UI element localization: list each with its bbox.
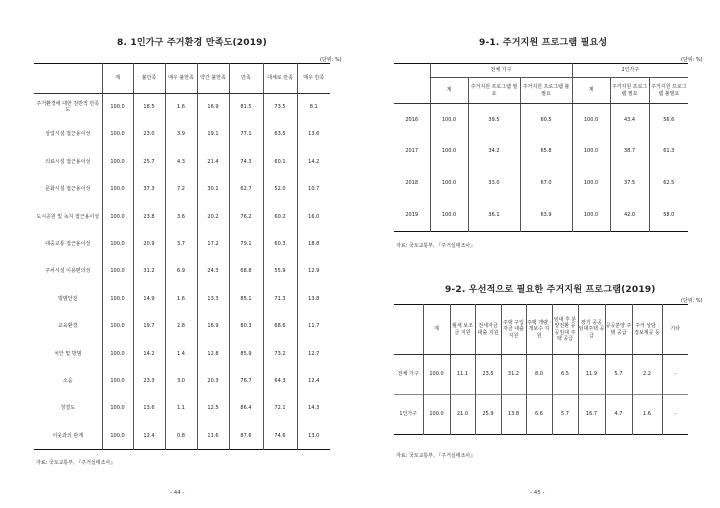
row-year: 2019 xyxy=(405,212,419,219)
table-cell: 58.0 xyxy=(649,200,688,232)
table-cell: 100.0 xyxy=(102,285,133,312)
table-row xyxy=(34,313,330,340)
table-cell: 62.5 xyxy=(649,168,688,200)
table-row xyxy=(34,285,330,312)
table-cell: 16.9 xyxy=(197,313,229,340)
table-cell: 19.1 xyxy=(197,121,229,148)
table-cell: 100.0 xyxy=(572,136,610,168)
table-cell: 100.0 xyxy=(430,200,468,232)
priority-header-renovation: 주택 개량 · 개보수 지원 xyxy=(526,305,552,355)
table-cell: 73.2 xyxy=(263,340,297,367)
header-mostly-satisfied: 대체로 만족 xyxy=(263,64,297,94)
table-cell: 14.3 xyxy=(297,395,330,422)
table-row xyxy=(394,168,688,200)
table-cell: 20.9 xyxy=(133,230,165,257)
table-cell: 37.5 xyxy=(610,168,649,200)
sub-needed-all: 주거지원 프로그램 필요 xyxy=(468,78,520,104)
priority-program-table-body xyxy=(394,355,688,435)
table-cell: 24.3 xyxy=(197,258,229,285)
priority-program-table xyxy=(394,304,688,435)
table-row xyxy=(34,203,330,230)
satisfaction-table-body xyxy=(34,94,330,450)
table-cell: 6.6 xyxy=(526,395,552,435)
row-label: 상업시설 접근용이성 xyxy=(45,131,91,138)
table-cell: 74.3 xyxy=(229,148,263,175)
table-cell: 31.2 xyxy=(501,355,526,395)
table-cell: 37.3 xyxy=(133,176,165,203)
priority-program-title: 9-2. 우선적으로 필요한 주거지원 프로그램(2019) xyxy=(445,285,656,295)
table-cell: 11.9 xyxy=(578,355,605,395)
group-single-households: 1인가구 xyxy=(572,64,688,78)
table-cell: 68.8 xyxy=(229,258,263,285)
table-cell: 52.0 xyxy=(263,176,297,203)
left-unit-label: (단위: %) xyxy=(320,57,342,63)
table-cell: 13.8 xyxy=(297,285,330,312)
table-cell: 100.0 xyxy=(102,258,133,285)
table-cell: - xyxy=(662,395,688,435)
row-year: 2018 xyxy=(405,180,419,187)
priority-header-public-sale: 공공분양 주택 공급 xyxy=(605,305,632,355)
table-row xyxy=(34,395,330,422)
table-row xyxy=(34,94,330,121)
priority-header-jeonse-loan: 전세자금 대출 지원 xyxy=(475,305,501,355)
table-row xyxy=(34,148,330,175)
table-cell: 100.0 xyxy=(102,176,133,203)
program-need-table xyxy=(394,63,688,232)
table-cell: 1.1 xyxy=(165,395,197,422)
left-page-number: - 44 - xyxy=(170,490,185,496)
table-cell: 16.7 xyxy=(578,395,605,435)
year-header-blank xyxy=(394,64,430,104)
table-cell: 3.9 xyxy=(165,121,197,148)
priority-header-purchase-loan: 주택 구입 자금 대출 지원 xyxy=(501,305,526,355)
table-cell: 60.1 xyxy=(263,148,297,175)
table-cell: 13.6 xyxy=(133,395,165,422)
table-cell: 12.7 xyxy=(297,340,330,367)
table-row xyxy=(394,104,688,136)
table-cell: 100.0 xyxy=(102,422,133,449)
group-all-households: 전체 가구 xyxy=(430,64,572,78)
table-cell: 60.5 xyxy=(520,104,572,136)
table-cell: 23.3 xyxy=(133,367,165,394)
row-label: 소음 xyxy=(62,377,73,384)
row-year: 2017 xyxy=(405,148,419,155)
table-cell: 17.2 xyxy=(197,230,229,257)
table-row xyxy=(394,355,688,395)
table-cell: 80.3 xyxy=(229,313,263,340)
priority-header-other: 기타 xyxy=(662,305,688,355)
table-row xyxy=(34,340,330,367)
sub-needed-single: 주거지원 프로그램 필요 xyxy=(610,78,649,104)
table-cell: 38.7 xyxy=(610,136,649,168)
program-need-source: 자료: 국토교통부, 『주거실태조사』 xyxy=(396,243,476,249)
table-cell: 5.7 xyxy=(552,395,578,435)
priority-header-consulting: 주거 상담 · 정보제공 등 xyxy=(632,305,662,355)
row-label: 1인가구 xyxy=(399,411,418,418)
table-cell: 68.6 xyxy=(263,313,297,340)
table-cell: 36.1 xyxy=(468,200,520,232)
table-cell: 16.0 xyxy=(297,203,330,230)
table-cell: 100.0 xyxy=(102,121,133,148)
table-cell: 25.9 xyxy=(475,395,501,435)
table-cell: 73.5 xyxy=(263,94,297,121)
table-cell: 39.5 xyxy=(468,104,520,136)
table-cell: 13.8 xyxy=(501,395,526,435)
header-total: 계 xyxy=(102,64,133,94)
table-cell: 6.9 xyxy=(165,258,197,285)
header-satisfied: 만족 xyxy=(229,64,263,94)
table-cell: 16.9 xyxy=(197,94,229,121)
table-cell: 100.0 xyxy=(102,230,133,257)
table-cell: 3.7 xyxy=(165,230,197,257)
table-cell: 11.6 xyxy=(197,422,229,449)
table-row xyxy=(34,176,330,203)
table-cell: 33.0 xyxy=(468,168,520,200)
priority-header-rent-to-own: 임대 후 분양전환 공공임대 주택 공급 xyxy=(552,305,578,355)
table-cell: 2.2 xyxy=(632,355,662,395)
row-label: 문화시설 접근용이성 xyxy=(45,186,91,193)
left-table-title: 8. 1인가구 주거환경 만족도(2019) xyxy=(117,38,267,48)
table-cell: 8.0 xyxy=(526,355,552,395)
table-cell: 13.6 xyxy=(297,121,330,148)
table-cell: 12.8 xyxy=(197,340,229,367)
satisfaction-table xyxy=(34,63,330,450)
row-label: 전체 가구 xyxy=(397,371,419,378)
sub-not-needed-all: 주거지원 프로그램 불필요 xyxy=(520,78,572,104)
table-cell: 81.5 xyxy=(229,94,263,121)
table-row xyxy=(34,121,330,148)
table-cell: 87.6 xyxy=(229,422,263,449)
table-cell: 76.2 xyxy=(229,203,263,230)
left-source-note: 자료: 국토교통부, 『주거실태조사』 xyxy=(36,460,116,466)
table-cell: 65.8 xyxy=(520,136,572,168)
table-cell: 77.1 xyxy=(229,121,263,148)
table-cell: 100.0 xyxy=(102,203,133,230)
table-cell: 3.0 xyxy=(165,367,197,394)
priority-header-total: 계 xyxy=(423,305,450,355)
table-cell: 100.0 xyxy=(572,168,610,200)
table-cell: 8.1 xyxy=(297,94,330,121)
table-cell: 63.9 xyxy=(520,200,572,232)
row-label: 이웃과의 관계 xyxy=(52,432,84,439)
table-cell: 60.2 xyxy=(263,203,297,230)
sub-total-single: 계 xyxy=(572,78,610,104)
table-cell: 1.4 xyxy=(165,340,197,367)
table-cell: 23.0 xyxy=(133,121,165,148)
table-cell: 100.0 xyxy=(423,355,450,395)
table-cell: 100.0 xyxy=(572,104,610,136)
table-cell: 72.1 xyxy=(263,395,297,422)
table-cell: 61.3 xyxy=(649,136,688,168)
table-cell: 21.0 xyxy=(450,395,475,435)
table-cell: 12.5 xyxy=(197,395,229,422)
table-cell: 14.2 xyxy=(297,148,330,175)
table-cell: 43.4 xyxy=(610,104,649,136)
table-cell: 12.9 xyxy=(297,258,330,285)
row-label: 도시공원 및 녹지 접근용이성 xyxy=(36,213,100,220)
table-row xyxy=(394,200,688,232)
table-cell: 10.7 xyxy=(297,176,330,203)
table-cell: 13.3 xyxy=(197,285,229,312)
program-need-table-body xyxy=(394,104,688,232)
table-row xyxy=(394,136,688,168)
header-very-satisfied: 매우 만족 xyxy=(297,64,330,94)
table-cell: 64.3 xyxy=(263,367,297,394)
table-cell: 85.9 xyxy=(229,340,263,367)
table-cell: 85.1 xyxy=(229,285,263,312)
table-row xyxy=(34,258,330,285)
table-cell: 100.0 xyxy=(423,395,450,435)
table-cell: 100.0 xyxy=(102,148,133,175)
priority-header-rent-subsidy: 월세 보조금 지원 xyxy=(450,305,475,355)
row-label: 주거환경에 대한 전반적 만족도 xyxy=(36,101,100,114)
sub-total-all: 계 xyxy=(430,78,468,104)
table-cell: 19.7 xyxy=(133,313,165,340)
header-very-dissatisfied: 매우 불만족 xyxy=(165,64,197,94)
table-cell: 100.0 xyxy=(430,136,468,168)
table-cell: - xyxy=(662,355,688,395)
row-label: 교육환경 xyxy=(58,323,78,330)
priority-header-blank xyxy=(394,305,423,355)
priority-header-long-term-rental: 장기 공공 임대주택 공급 xyxy=(578,305,605,355)
table-row xyxy=(394,395,688,435)
table-cell: 100.0 xyxy=(430,168,468,200)
table-cell: 14.9 xyxy=(133,285,165,312)
row-label: 주차시설 이용편의성 xyxy=(45,268,91,275)
table-cell: 63.5 xyxy=(263,121,297,148)
table-cell: 6.5 xyxy=(552,355,578,395)
table-cell: 14.2 xyxy=(133,340,165,367)
row-label: 방범안전 xyxy=(58,295,78,302)
table-cell: 79.1 xyxy=(229,230,263,257)
table-cell: 5.7 xyxy=(605,355,632,395)
right-page-number: - 45 - xyxy=(530,490,545,496)
table-cell: 25.7 xyxy=(133,148,165,175)
program-need-title: 9-1. 주거지원 프로그램 필요성 xyxy=(479,38,608,48)
table-cell: 4.7 xyxy=(605,395,632,435)
table-cell: 76.7 xyxy=(229,367,263,394)
table-cell: 100.0 xyxy=(102,340,133,367)
table-cell: 100.0 xyxy=(572,200,610,232)
table-cell: 56.6 xyxy=(649,104,688,136)
table-cell: 100.0 xyxy=(102,367,133,394)
table-cell: 11.7 xyxy=(297,313,330,340)
table-cell: 18.8 xyxy=(297,230,330,257)
table-cell: 13.0 xyxy=(297,422,330,449)
sub-not-needed-single: 주거지원 프로그램 불필요 xyxy=(649,78,688,104)
table-cell: 4.3 xyxy=(165,148,197,175)
row-label: 대중교통 접근용이성 xyxy=(45,241,91,248)
table-cell: 1.6 xyxy=(165,94,197,121)
table-cell: 21.4 xyxy=(197,148,229,175)
table-cell: 86.4 xyxy=(229,395,263,422)
table-cell: 62.7 xyxy=(229,176,263,203)
row-label: 청결도 xyxy=(60,405,75,412)
table-cell: 30.1 xyxy=(197,176,229,203)
row-label: 치안 및 방범 xyxy=(54,350,82,357)
table-cell: 12.4 xyxy=(133,422,165,449)
table-cell: 3.6 xyxy=(165,203,197,230)
table-row xyxy=(34,367,330,394)
row-label: 의료시설 접근용이성 xyxy=(45,158,91,165)
table-row xyxy=(34,422,330,449)
table-cell: 1.6 xyxy=(165,285,197,312)
table-cell: 67.0 xyxy=(520,168,572,200)
table-cell: 31.2 xyxy=(133,258,165,285)
table-cell: 60.3 xyxy=(263,230,297,257)
table-cell: 0.8 xyxy=(165,422,197,449)
table-cell: 100.0 xyxy=(102,313,133,340)
header-blank xyxy=(34,64,102,94)
header-dissatisfied: 불만족 xyxy=(133,64,165,94)
priority-program-source: 자료: 국토교통부, 『주거실태조사』 xyxy=(396,453,476,459)
table-cell: 12.4 xyxy=(297,367,330,394)
table-cell: 23.8 xyxy=(133,203,165,230)
program-need-unit: (단위: %) xyxy=(681,57,703,63)
table-cell: 23.5 xyxy=(475,355,501,395)
table-cell: 34.2 xyxy=(468,136,520,168)
priority-program-unit: (단위: %) xyxy=(681,298,703,304)
table-cell: 7.2 xyxy=(165,176,197,203)
table-cell: 20.3 xyxy=(197,367,229,394)
table-cell: 2.8 xyxy=(165,313,197,340)
table-cell: 71.3 xyxy=(263,285,297,312)
table-cell: 100.0 xyxy=(102,395,133,422)
header-somewhat-dissatisfied: 약간 불만족 xyxy=(197,64,229,94)
table-cell: 18.5 xyxy=(133,94,165,121)
table-row xyxy=(34,230,330,257)
table-cell: 100.0 xyxy=(430,104,468,136)
table-cell: 1.6 xyxy=(632,395,662,435)
table-cell: 20.2 xyxy=(197,203,229,230)
table-cell: 11.1 xyxy=(450,355,475,395)
table-cell: 100.0 xyxy=(102,94,133,121)
row-year: 2016 xyxy=(405,116,419,123)
table-cell: 74.6 xyxy=(263,422,297,449)
right-page xyxy=(365,0,720,508)
table-cell: 55.9 xyxy=(263,258,297,285)
table-cell: 42.0 xyxy=(610,200,649,232)
